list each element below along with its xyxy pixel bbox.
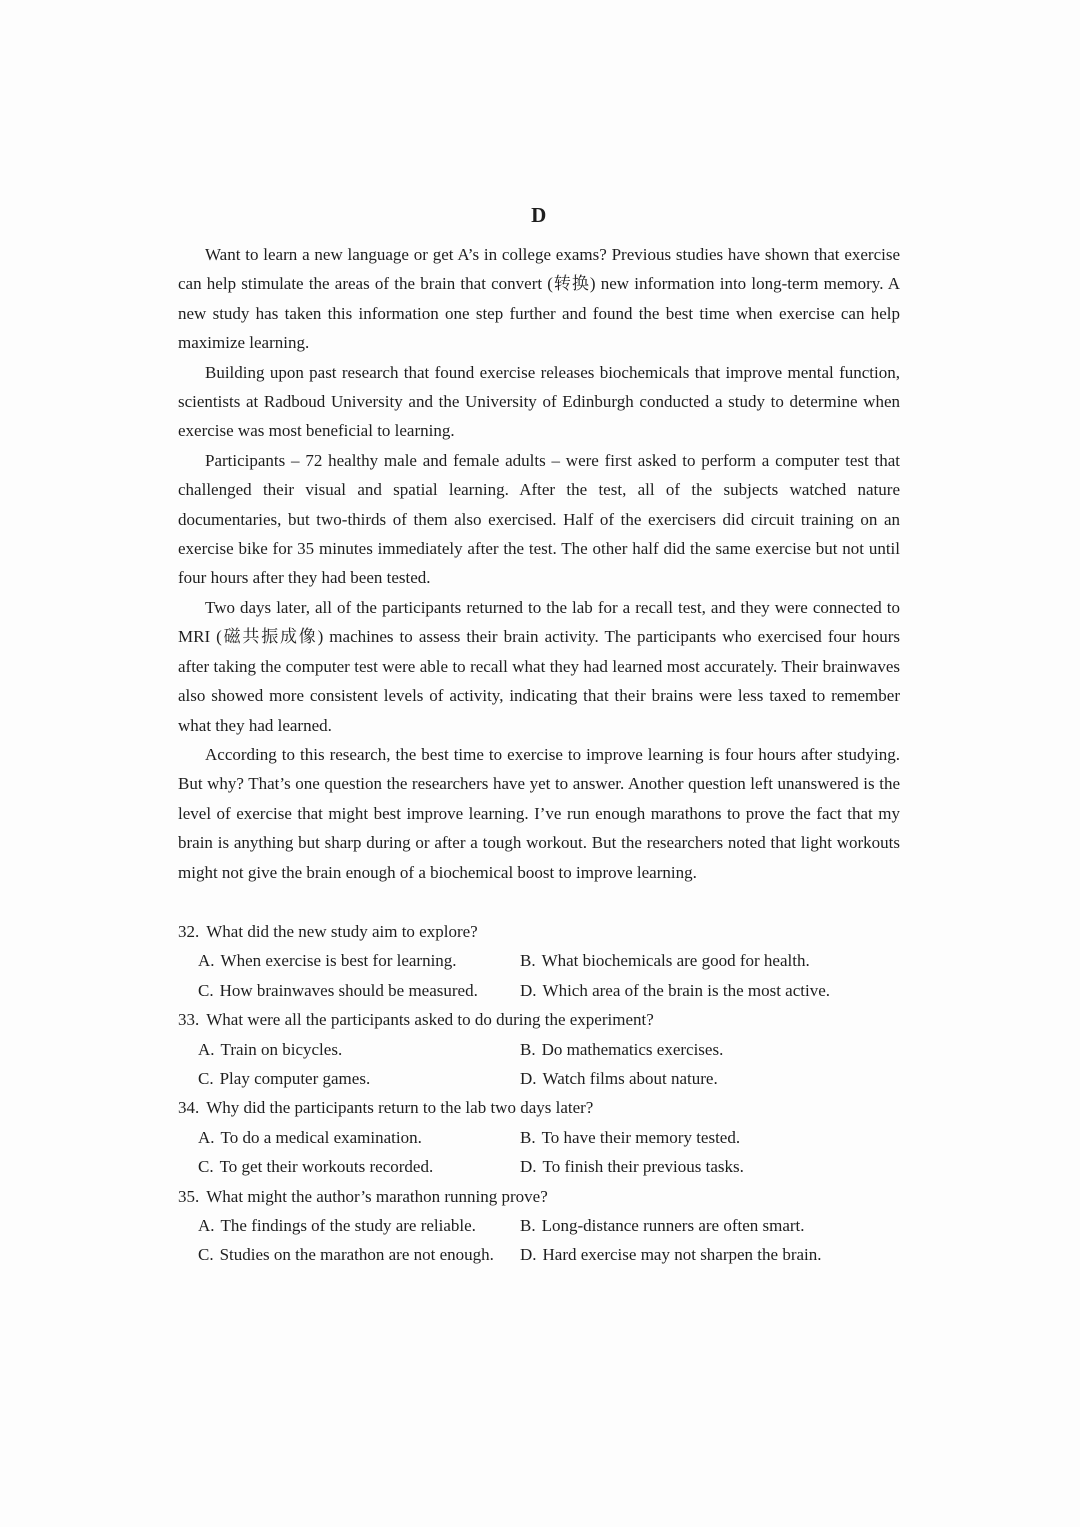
question-35-option-a [198,1211,520,1240]
option-a-label: A. [198,1127,215,1147]
option-a-label: A. [198,1039,215,1059]
question-32-text: What did the new study aim to explore? [206,921,478,941]
question-33-number: 33. [178,1010,200,1030]
question-35-option-b [520,1211,900,1240]
option-d-text: Watch films about nature. [542,1068,718,1088]
option-d-label: D. [520,1157,537,1177]
question-35-option-d [520,1240,900,1269]
question-33-option-d [520,1064,900,1093]
option-b-text: Do mathematics exercises. [541,1039,724,1059]
option-a-label: A. [198,951,215,971]
option-c-label: C. [198,980,214,1000]
option-b-label: B. [520,1216,536,1235]
question-34-number: 34. [178,1098,200,1118]
passage-paragraph-3: Participants – 72 healthy male and female adults – were first asked to perform a computer test that challenged their visual and spatial learning. After the test, all of the subjects watched nature documentaries, but two-thirds of them also exercised. Half of the exercisers did circuit training on an exercise bike for 35 minutes immediately after the test. The other half did the same exercise but not until four hours after they had been tested. [178,450,900,588]
option-b-label: B. [520,1127,536,1147]
question-33-option-a [198,1035,520,1064]
question-33-prompt [178,1005,900,1034]
option-a-label: A. [198,1216,215,1235]
option-d-label: D. [520,1245,537,1265]
option-c-label: C. [198,1068,214,1088]
question-34 [178,1093,900,1181]
question-34-option-a [198,1123,520,1152]
question-34-text: Why did the participants return to the lab two days later? [206,1098,594,1118]
option-b-label: B. [520,951,536,971]
passage-paragraph-1: Want to learn a new language or get A’s in college exams? Previous studies have shown that exercise can help stimulate the areas of the brain that convert (转换) new information into long-term memory. A new study has taken this information one step further and found the best time when exercise can help maximize learning. [178,245,900,353]
option-c-label: C. [198,1245,214,1265]
question-32-prompt [178,917,900,946]
passage-paragraph-5: According to this research, the best time to exercise to improve learning is four hours after studying. But why? That’s one question the researchers have yet to answer. Another question left unanswered is the level of exercise that might best improve learning. I’ve run enough marathons to prove the fact that my brain is anything but sharp during or after a tough workout. But the researchers noted that light workouts might not give the brain enough of a biochemical boost to improve learning. [178,744,900,882]
question-33 [178,1005,900,1093]
question-35-options [198,1211,900,1270]
option-d-text: Hard exercise may not sharpen the brain. [542,1245,822,1265]
question-33-option-b [520,1035,900,1064]
option-d-text: To finish their previous tasks. [542,1157,744,1177]
option-b-text: To have their memory tested. [541,1127,741,1147]
question-34-option-c [198,1152,520,1181]
section-label: D [531,203,547,227]
question-35-option-c [198,1240,520,1269]
question-32-options [198,946,900,1005]
option-c-text: To get their workouts recorded. [219,1157,434,1177]
option-d-label: D. [520,980,537,1000]
option-a-text: To do a medical examination. [220,1127,422,1147]
question-34-option-d [520,1152,900,1181]
option-a-text: Train on bicycles. [220,1039,343,1059]
option-c-text: Studies on the marathon are not enough. [219,1245,494,1265]
question-32-option-d [520,976,900,1005]
option-b-text: What biochemicals are good for health. [541,951,810,971]
question-34-options [198,1123,900,1182]
question-35-prompt [178,1182,900,1211]
option-b-label: B. [520,1039,536,1059]
option-d-label: D. [520,1068,537,1088]
question-34-prompt [178,1093,900,1122]
option-c-label: C. [198,1157,214,1177]
question-34-option-b [520,1123,900,1152]
question-33-text: What were all the participants asked to do during the experiment? [206,1010,654,1030]
question-32 [178,917,900,1005]
option-c-text: Play computer games. [219,1068,371,1088]
option-b-text: Long-distance runners are often smart. [541,1216,805,1235]
passage-paragraph-4: Two days later, all of the participants returned to the lab for a recall test, and they were connected to MRI (磁共振成像) machines to assess their brain activity. The participants who exercised four hours after taking the computer test were able to recall what they had learned most accurately. Their brainwaves also showed more consistent levels of activity, indicating that their brains were less taxed to remember what they had learned. [178,597,900,735]
question-32-option-a [198,946,520,975]
question-33-option-c [198,1064,520,1093]
question-35-number: 35. [178,1186,200,1206]
question-32-option-c [198,976,520,1005]
option-d-text: Which area of the brain is the most active. [542,980,831,1000]
question-35 [178,1182,900,1270]
question-32-option-b [520,946,900,975]
option-a-text: The findings of the study are reliable. [220,1216,476,1235]
question-35-text: What might the author’s marathon running prove? [206,1186,548,1206]
option-a-text: When exercise is best for learning. [220,951,457,971]
question-33-options [198,1035,900,1094]
passage-content [178,200,900,1270]
questions-section [178,917,900,1270]
question-32-number: 32. [178,921,200,941]
passage-paragraph-2: Building upon past research that found exercise releases biochemicals that improve mental function, scientists at Radboud University and the University of Edinburgh conducted a study to determine when exercise was most beneficial to learning. [178,362,900,441]
option-c-text: How brainwaves should be measured. [219,980,478,1000]
